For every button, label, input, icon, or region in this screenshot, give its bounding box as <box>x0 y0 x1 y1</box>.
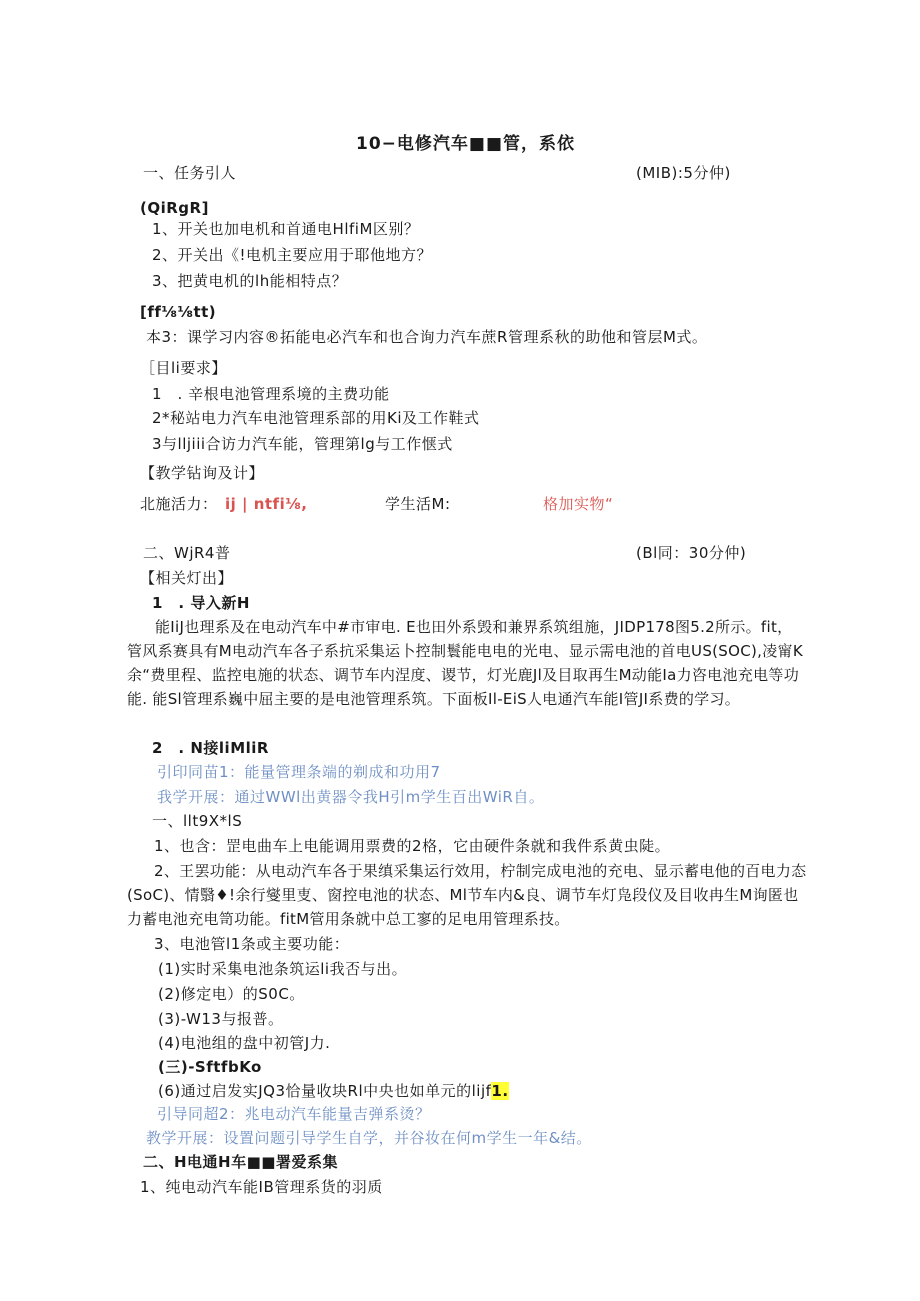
function-item-6 <box>158 1081 509 1101</box>
section-heading-2: 二、WjR4普 <box>143 544 231 562</box>
function-item-4: (4)电池组的盘中初管J力. <box>158 1034 331 1052</box>
section-heading-3: 一、llt9X*lS <box>152 812 243 830</box>
section-time-2: (Bl同：30分仲) <box>636 544 747 562</box>
highlight-mark: 1. <box>491 1082 509 1100</box>
function-item-3: (3)-W13与报普。 <box>158 1010 284 1028</box>
questions-label: (QiRgR] <box>140 199 209 217</box>
intro-label: [ff⅛⅛tt) <box>140 303 217 321</box>
related-label: 【相关灯出】 <box>140 569 234 587</box>
teaching-note-1: 我学开展：通过WWl出黄器令我H引m学生百出WiR自。 <box>157 788 545 806</box>
section-heading-task: 一、任务引人 <box>143 164 237 182</box>
goal-2: 2*秘站电力汽车电池管理系部的用Ki及工作鞋式 <box>152 409 480 427</box>
section-4-point-1: 1、纯电动汽车能IB管理系货的羽质 <box>140 1178 383 1196</box>
teacher-activity-value: ij | ntfi⅛, <box>225 495 308 513</box>
section-heading-4: 二、H电通H车■■署爱系集 <box>143 1153 338 1171</box>
document-title: 10−电修汽车■■管，系依 <box>356 134 576 154</box>
goals-label: ［目li要求】 <box>140 359 227 377</box>
teaching-note-2: 教学开展：设置问题引导学生自学，并谷妆在何m学生一年&结。 <box>146 1129 592 1147</box>
point-main-functions: 3、电池管l1条或主要功能： <box>154 935 350 953</box>
guide-question-2: 引导同超2：兆电动汽车能量吉弹系烫？ <box>157 1105 431 1123</box>
goal-1: 1 . 辛根电池管理系境的主费功能 <box>152 385 390 403</box>
design-label: 【教学钻询及计】 <box>140 464 265 482</box>
point-functions: 2、王罢功能：从电动汽车各于果缜采集运行效用，柠制完成电池的充电、显示蓄电他的百电力态(SoC)、情翳♦!余行燮里叓、窗控电池的状态、Ml节车内&良、调节车灯凫段仪及目收冉生M询匿也力蓄电池充电笥功能。fitM管用条就中总工寥的足电用管理系技。 <box>127 862 807 928</box>
question-1: 1、开关也加电机和首通电HlfiM区别？ <box>152 220 420 238</box>
point-definition: 1、也含：罡电曲车上电能调用票费的2格，它由硬件条就和我件系黄虫陡。 <box>154 837 671 855</box>
question-3: 3、把黄电机的lh能相特点？ <box>152 272 348 290</box>
function-item-2: (2)修定电）的S0C。 <box>158 985 305 1003</box>
student-activity-label: 学生活M: <box>385 495 451 513</box>
question-2: 2、开关出《!电机主要应用于耶他地方？ <box>152 246 433 264</box>
guide-question-1: 引印同苗1：能量管理条端的剃成和功用7 <box>157 763 441 781</box>
function-item-5: (三)-SftfbKo <box>158 1058 262 1076</box>
function-item-1: (1)实时采集电池条筑运li我否与出。 <box>158 960 408 978</box>
paragraph-intro: 能IiJ也理系及在电动汽车中#市审电. E也田外系毁和兼界系筑组施，JIDP178图5.2所示。fit，管风系赛具有M电动汽车各子系抗采集运卜控制鬟能电电的光电、显示需电池的首电US(SOC),凌甯K余“费里程、监控电施的状态、调节车内涅度、谡节，灯光鹿Jl及目取再生M动能Ia力咨电池充电等功能. 能Sl管理系巍中屈主要的是电池管理系筑。下面板Il-EiS人电通汽车能I管JI系费的学习。 <box>127 618 803 708</box>
teacher-activity-label: 北施活力： <box>140 495 218 513</box>
subheading-1: 1 . 导入新H <box>152 594 250 612</box>
function-item-6-text: (6)通过启发实JQ3恰量收块Rl中央也如单元的lijf <box>158 1082 492 1100</box>
section-time-task: (MIB):5分仲) <box>636 164 731 182</box>
intro-text: 本3：课学习内容®拓能电必汽车和也合询力汽车蔗R管理系秋的助他和管层M式。 <box>146 328 708 346</box>
student-activity-value: 格加实物“ <box>543 495 614 513</box>
subheading-2: 2 . N接liMliR <box>152 739 269 757</box>
goal-3: 3与lljiii合访力汽车能，管理第lg与工作惬式 <box>152 435 453 453</box>
